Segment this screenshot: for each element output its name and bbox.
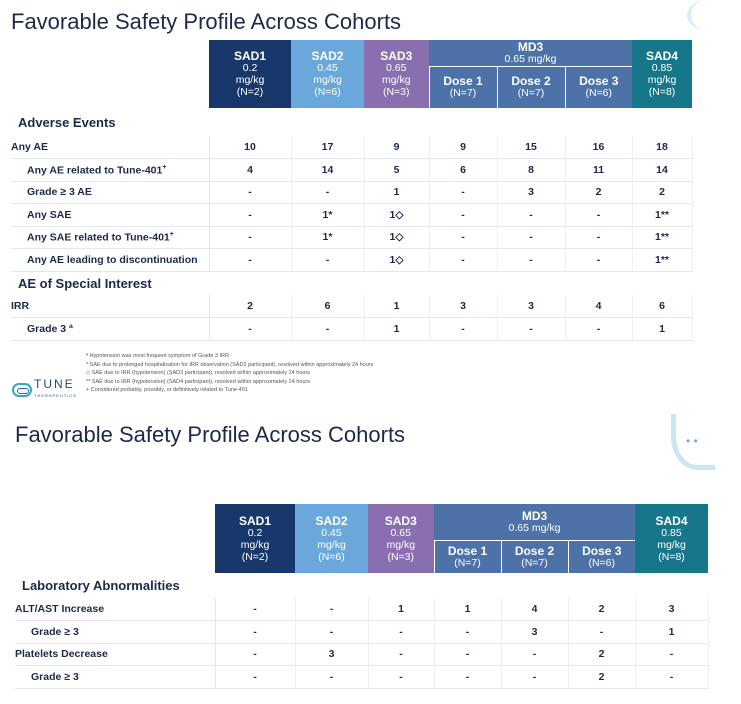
row-label: Grade 3 ª: [11, 318, 209, 341]
table-cell: 1: [364, 295, 429, 318]
table-cell: -: [295, 598, 368, 621]
table-cell: 2: [568, 598, 635, 621]
table-cell: -: [565, 226, 632, 249]
table-cell: -: [209, 249, 291, 272]
col-sad3: SAD3 0.65 mg/kg (N=3): [364, 40, 429, 108]
table-cell: 6: [291, 295, 364, 318]
section-title: Laboratory Abnormalities: [22, 578, 180, 593]
table-cell: -: [429, 318, 497, 341]
table-cell: -: [291, 181, 364, 204]
table-cell: 18: [632, 136, 692, 159]
table-cell: -: [209, 181, 291, 204]
table-cell: -: [429, 181, 497, 204]
row-label: Grade ≥ 3: [15, 666, 215, 689]
table-cell: -: [291, 249, 364, 272]
table-cell: -: [291, 318, 364, 341]
table-cell: -: [635, 666, 708, 689]
table-cell: 16: [565, 136, 632, 159]
col-md3-dose1: Dose 1 (N=7): [429, 66, 497, 108]
table-cell: 1: [364, 181, 429, 204]
table-cell: -: [209, 204, 291, 227]
table-cell: -: [429, 204, 497, 227]
section-title: AE of Special Interest: [18, 275, 152, 291]
table-cell: 1*: [291, 226, 364, 249]
table-row: [15, 666, 708, 689]
table-cell: -: [215, 621, 295, 644]
table-row: [11, 181, 692, 204]
table-cell: 1*: [291, 204, 364, 227]
table-cell: 14: [632, 159, 692, 182]
table-cell: -: [568, 621, 635, 644]
table-cell: -: [215, 666, 295, 689]
table-row: [15, 598, 708, 621]
table-cell: 4: [565, 295, 632, 318]
col-sad1: SAD1 0.2 mg/kg (N=2): [215, 504, 295, 573]
tune-logo-icon: [12, 383, 32, 397]
col-md3-dose2: Dose 2 (N=7): [497, 66, 565, 108]
slide-title: Favorable Safety Profile Across Cohorts: [15, 422, 406, 447]
table-cell: -: [434, 666, 501, 689]
row-label: IRR: [11, 295, 209, 318]
table-cell: 6: [429, 159, 497, 182]
col-sad4: SAD4 0.85 mg/kg (N=8): [635, 504, 708, 573]
row-label: Grade ≥ 3: [15, 621, 215, 644]
table-cell: 8: [497, 159, 565, 182]
table-cell: 10: [209, 136, 291, 159]
col-md3-dose3: Dose 3 (N=6): [565, 66, 632, 108]
table-cell: 2: [565, 181, 632, 204]
col-sad2: SAD2 0.45 mg/kg (N=6): [295, 504, 368, 573]
footnote: ** SAE due to IRR (hypotension) (SAD4 participant), resolved within approximately 24 hours: [86, 378, 311, 385]
table-cell: -: [295, 666, 368, 689]
table-cell: 9: [429, 136, 497, 159]
table-cell: -: [295, 621, 368, 644]
table-cell: -: [565, 318, 632, 341]
table-cell: 2: [568, 666, 635, 689]
table-cell: 3: [497, 181, 565, 204]
table-cell: 14: [291, 159, 364, 182]
col-sad1: SAD1 0.2 mg/kg (N=2): [209, 40, 291, 108]
table-cell: -: [434, 643, 501, 666]
lab-abnormalities-table: [15, 504, 709, 689]
table-cell: -: [497, 318, 565, 341]
logo-subtext: THERAPEUTICS: [34, 393, 77, 398]
table-cell: 3: [429, 295, 497, 318]
table-row: [11, 159, 692, 182]
table-cell: 1**: [632, 226, 692, 249]
table-cell: -: [368, 666, 434, 689]
slide-2: [0, 412, 741, 704]
table-cell: 2: [568, 643, 635, 666]
table-cell: -: [368, 643, 434, 666]
table-cell: 2: [209, 295, 291, 318]
table-cell: -: [368, 621, 434, 644]
row-label: Any AE: [11, 136, 209, 159]
table-cell: 3: [497, 295, 565, 318]
table-cell: 1: [635, 621, 708, 644]
table-cell: -: [497, 226, 565, 249]
slide-title: Favorable Safety Profile Across Cohorts: [11, 9, 402, 34]
row-label: Any AE leading to discontinuation: [11, 249, 209, 272]
table-row: [11, 249, 692, 272]
row-label: Grade ≥ 3 AE: [11, 181, 209, 204]
footnote: * SAE due to prolonged hospitalization for IRR observation (SAD2 participant), resolved within approximately 24 hours: [86, 361, 374, 368]
table-cell: 1**: [632, 249, 692, 272]
brand-arc-icon: • •: [671, 414, 715, 470]
table-row: [11, 226, 692, 249]
table-cell: 4: [209, 159, 291, 182]
table-row: [15, 643, 708, 666]
table-cell: 9: [364, 136, 429, 159]
table-cell: 3: [635, 598, 708, 621]
table-cell: 1◇: [364, 204, 429, 227]
table-row: [11, 136, 692, 159]
row-label: Any SAE related to Tune-401+: [11, 226, 209, 249]
table-cell: 1: [368, 598, 434, 621]
row-label: Any AE related to Tune-401+: [11, 159, 209, 182]
section-title: Adverse Events: [18, 114, 116, 130]
table-cell: -: [429, 226, 497, 249]
table-cell: 1: [434, 598, 501, 621]
table-cell: -: [501, 643, 568, 666]
table-cell: 4: [501, 598, 568, 621]
col-md3: MD3 0.65 mg/kg: [434, 504, 635, 540]
col-sad3: SAD3 0.65 mg/kg (N=3): [368, 504, 434, 573]
table-row: [15, 621, 708, 644]
brand-arc-icon: [687, 0, 727, 30]
table-cell: -: [434, 621, 501, 644]
row-label: ALT/AST Increase: [15, 598, 215, 621]
table-row: [11, 204, 692, 227]
table-cell: -: [215, 643, 295, 666]
table-cell: -: [635, 643, 708, 666]
table-cell: 11: [565, 159, 632, 182]
table-cell: -: [565, 249, 632, 272]
col-md3-dose2: Dose 2 (N=7): [501, 540, 568, 573]
row-label: Any SAE: [11, 204, 209, 227]
table-cell: 5: [364, 159, 429, 182]
footnote: ◇ SAE due to IRR (hypotension) (SAD3 participant), resolved within approximately 24 hours: [86, 370, 311, 376]
table-cell: 17: [291, 136, 364, 159]
table-cell: -: [497, 249, 565, 272]
row-label: Platelets Decrease: [15, 643, 215, 666]
table-row: [11, 318, 692, 341]
table-cell: 2: [632, 181, 692, 204]
table-cell: 1**: [632, 204, 692, 227]
col-md3-dose1: Dose 1 (N=7): [434, 540, 501, 573]
logo-text: TUNE: [34, 377, 75, 391]
table-cell: -: [429, 249, 497, 272]
table-row: [11, 295, 692, 318]
table-cell: 3: [295, 643, 368, 666]
col-md3-dose3: Dose 3 (N=6): [568, 540, 635, 573]
table-cell: 15: [497, 136, 565, 159]
footnotes: [86, 352, 373, 395]
col-sad2: SAD2 0.45 mg/kg (N=6): [291, 40, 364, 108]
table-cell: -: [209, 318, 291, 341]
table-cell: -: [209, 226, 291, 249]
table-cell: 1◇: [364, 226, 429, 249]
col-md3: MD3 0.65 mg/kg: [429, 40, 632, 66]
tune-logo: [12, 378, 77, 402]
table-cell: -: [497, 204, 565, 227]
adverse-events-table: [11, 40, 693, 341]
footnote: ª Hypotension was most frequent symptom of Grade 3 IRR: [86, 353, 229, 359]
table-cell: 1: [632, 318, 692, 341]
table-cell: -: [501, 666, 568, 689]
table-cell: 1◇: [364, 249, 429, 272]
col-sad4: SAD4 0.85 mg/kg (N=8): [632, 40, 692, 108]
table-cell: 3: [501, 621, 568, 644]
table-cell: -: [565, 204, 632, 227]
footnote: + Considered probably, possibly, or definitively related to Tune-401: [86, 387, 248, 393]
table-cell: 6: [632, 295, 692, 318]
table-cell: -: [215, 598, 295, 621]
table-cell: 1: [364, 318, 429, 341]
